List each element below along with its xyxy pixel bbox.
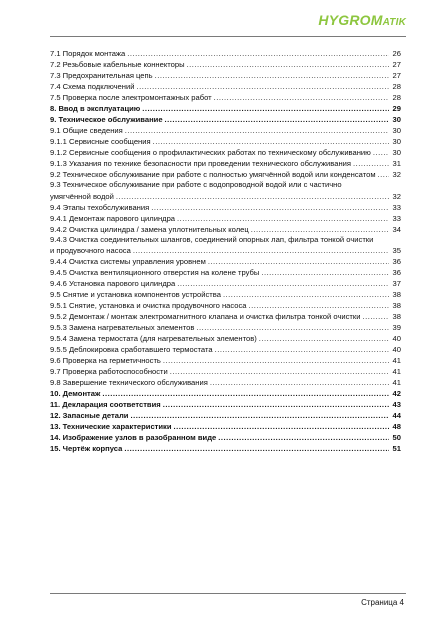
toc-entry-title-line2: умягчённой водой	[50, 191, 114, 201]
toc-entry[interactable]	[50, 333, 401, 344]
dot-leader	[155, 70, 389, 81]
toc-entry-title: 13. Технические характеристики	[50, 422, 172, 431]
toc-entry-title: 10. Демонтаж	[50, 389, 101, 398]
toc-entry-title: 9.1.2 Сервисные сообщения о профилактических работах по техническому обслуживанию	[50, 148, 371, 157]
toc-page-number: 48	[392, 422, 401, 431]
toc-entry[interactable]	[50, 311, 401, 322]
dot-leader	[170, 366, 389, 377]
toc-page-number: 43	[392, 400, 401, 409]
toc-page-number: 50	[392, 433, 401, 442]
header-divider	[50, 36, 406, 37]
toc-entry[interactable]	[50, 443, 401, 454]
toc-page-number: 42	[392, 389, 401, 398]
toc-entry[interactable]	[50, 344, 401, 355]
dot-leader	[223, 289, 389, 300]
toc-entry[interactable]	[50, 377, 401, 388]
toc-page-number: 33	[392, 202, 401, 212]
toc-entry-title: 9.2 Техническое обслуживание при работе с полностью умягчённой водой или конденсатом	[50, 170, 376, 179]
dot-leader	[196, 322, 389, 333]
toc-entry[interactable]	[50, 169, 401, 180]
toc-entry-title: 9.4.4 Очистка системы управления уровнем	[50, 257, 206, 266]
dot-leader	[163, 355, 389, 366]
toc-entry-title: 9.1 Общие сведения	[50, 126, 123, 135]
toc-entry[interactable]	[50, 289, 401, 300]
toc-entry[interactable]	[50, 114, 401, 125]
toc-entry-title: 15. Чертёж корпуса	[50, 444, 123, 453]
toc-page-number: 51	[392, 444, 401, 453]
dot-leader	[177, 278, 389, 289]
toc-page-number: 36	[392, 268, 401, 277]
toc-page-number: 36	[392, 257, 401, 266]
toc-page-number: 38	[392, 312, 401, 321]
toc-entry-title: 9.4.1 Демонтаж парового цилиндра	[50, 213, 176, 223]
toc-entry-title: 9.5.4 Замена термостата (для нагревательных элементов)	[50, 334, 257, 343]
toc-entry[interactable]	[50, 388, 401, 399]
dot-leader	[142, 103, 389, 114]
dot-leader	[163, 399, 389, 410]
dot-leader	[153, 136, 389, 147]
toc-entry[interactable]	[50, 103, 401, 114]
toc-page-number: 31	[392, 159, 401, 168]
dot-leader	[362, 311, 389, 322]
dot-leader	[249, 300, 389, 311]
toc-entry[interactable]	[50, 300, 401, 311]
toc-entry[interactable]	[50, 322, 401, 333]
dot-leader	[208, 256, 389, 267]
dot-leader	[261, 267, 389, 278]
toc-entry-title: 9.6 Проверка на герметичность	[50, 356, 161, 365]
toc-page-number: 27	[392, 71, 401, 80]
dot-leader	[130, 410, 389, 421]
dot-leader	[378, 169, 389, 180]
toc-entry[interactable]	[50, 48, 401, 59]
toc-entry-title: 9.8 Завершение технического обслуживания	[50, 378, 208, 387]
toc-entry-title: 11. Декларация соответствия	[50, 400, 161, 409]
toc-page-number: 30	[392, 137, 401, 146]
toc-entry[interactable]	[50, 213, 401, 224]
dot-leader	[174, 421, 389, 432]
toc-page-number: 38	[392, 301, 401, 310]
toc-page-number: 44	[392, 411, 401, 420]
toc-page-number: 32	[392, 170, 401, 179]
toc-entry-title: 9.4.2 Очистка цилиндра / замена уплотнительных колец	[50, 224, 249, 234]
toc-entry-title: 7.5 Проверка после электромонтажных работ	[50, 93, 212, 102]
toc-entry-title: 9. Техническое обслуживание	[50, 115, 163, 124]
dot-leader	[177, 213, 389, 224]
toc-entry-title: 9.1.3 Указания по технике безопасности при проведении технического обслуживания	[50, 159, 352, 168]
toc-entry[interactable]	[50, 235, 401, 257]
dot-leader	[251, 224, 389, 235]
dot-leader	[373, 147, 389, 158]
toc-entry-title: 12. Запасные детали	[50, 411, 129, 420]
toc-entry[interactable]	[50, 81, 401, 92]
toc-entry-title: 9.7 Проверка работоспособности	[50, 367, 168, 376]
hygromatik-logo: HYGROMATIK	[318, 12, 406, 28]
toc-entry-title: 9.5 Снятие и установка компонентов устройства	[50, 290, 221, 299]
toc-entry[interactable]	[50, 421, 401, 432]
dot-leader	[124, 443, 389, 454]
toc-page-number: 28	[392, 82, 401, 91]
toc-page-number: 26	[392, 49, 401, 58]
toc-entry-title-line2: и продувочного насоса	[50, 246, 131, 255]
toc-entry[interactable]	[50, 59, 401, 70]
toc-entry-title: 14. Изображение узлов в разобранном виде	[50, 433, 217, 442]
toc-entry-title: 9.5.2 Демонтаж / монтаж электромагнитного клапана и очистка фильтра тонкой очистки	[50, 312, 361, 321]
dot-leader	[210, 377, 389, 388]
toc-page-number: 39	[392, 323, 401, 332]
toc-page-number: 40	[392, 345, 401, 354]
toc-page-number: 30	[392, 126, 401, 135]
dot-leader	[127, 48, 389, 59]
dot-leader	[151, 202, 389, 213]
toc-entry-title: 9.1.1 Сервисные сообщения	[50, 137, 151, 146]
toc-entry[interactable]	[50, 267, 401, 278]
toc-page-number: 41	[392, 356, 401, 365]
dot-leader	[353, 158, 389, 169]
toc-page-number: 30	[392, 115, 401, 124]
toc-entry[interactable]	[50, 202, 401, 213]
toc-entry[interactable]	[50, 70, 401, 81]
toc-entry-title: 7.3 Предохранительная цепь	[50, 71, 153, 80]
toc-entry-title: 9.5.3 Замена нагревательных элементов	[50, 323, 195, 332]
page-number: Страница 4	[361, 598, 404, 607]
toc-entry[interactable]	[50, 432, 401, 443]
toc-page-number: 33	[392, 213, 401, 223]
toc-entry[interactable]	[50, 355, 401, 366]
toc-entry[interactable]	[50, 278, 401, 289]
dot-leader	[125, 125, 389, 136]
toc-entry[interactable]	[50, 180, 401, 202]
toc-page-number: 28	[392, 93, 401, 102]
toc-page-number: 40	[392, 334, 401, 343]
toc-entry-title: 7.2 Резьбовые кабельные коннекторы	[50, 60, 185, 69]
toc-page-number: 41	[392, 378, 401, 387]
dot-leader	[165, 114, 389, 125]
toc-page-number: 38	[392, 290, 401, 299]
table-of-contents	[50, 48, 401, 454]
dot-leader	[218, 432, 389, 443]
dot-leader	[215, 344, 389, 355]
toc-entry[interactable]	[50, 136, 401, 147]
toc-entry-title: 9.4.5 Очистка вентиляционного отверстия на колене трубы	[50, 268, 260, 277]
toc-entry-title-line1: 9.3 Техническое обслуживание при работе с водопроводной водой или с частично	[50, 180, 342, 189]
dot-leader	[187, 59, 389, 70]
toc-entry[interactable]	[50, 158, 401, 169]
dot-leader	[136, 81, 389, 92]
toc-entry-title: 9.4.6 Установка парового цилиндра	[50, 279, 176, 288]
toc-page-number: 29	[392, 104, 401, 113]
toc-entry[interactable]	[50, 224, 401, 235]
dot-leader	[259, 333, 389, 344]
toc-page-number: 35	[392, 246, 401, 255]
toc-page-number: 30	[392, 148, 401, 157]
dot-leader	[133, 245, 389, 256]
toc-page-number: 34	[392, 224, 401, 234]
toc-entry[interactable]	[50, 147, 401, 158]
toc-entry[interactable]	[50, 410, 401, 421]
dot-leader	[102, 388, 389, 399]
footer-divider	[50, 593, 406, 594]
toc-entry-title-line1: 9.4.3 Очистка соединительных шлангов, соединений опорных лап, фильтра тонкой очистки	[50, 234, 374, 244]
toc-entry-title: 7.4 Схема подключений	[50, 82, 135, 91]
toc-entry[interactable]	[50, 256, 401, 267]
toc-entry-title: 9.4 Этапы техобслуживания	[50, 202, 150, 212]
toc-entry-title: 9.5.5 Деблокировка сработавшего термостата	[50, 345, 213, 354]
dot-leader	[214, 92, 389, 103]
toc-entry[interactable]	[50, 92, 401, 103]
toc-page-number: 32	[392, 191, 401, 201]
toc-entry[interactable]	[50, 366, 401, 377]
toc-entry-title: 8. Ввод в эксплуатацию	[50, 104, 141, 113]
toc-entry-title: 7.1 Порядок монтажа	[50, 49, 126, 58]
toc-entry[interactable]	[50, 399, 401, 410]
toc-entry[interactable]	[50, 125, 401, 136]
toc-page-number: 37	[392, 279, 401, 288]
toc-page-number: 27	[392, 60, 401, 69]
toc-entry-title: 9.5.1 Снятие, установка и очистка продувочного насоса	[50, 301, 247, 310]
toc-page-number: 41	[392, 367, 401, 376]
dot-leader	[116, 191, 389, 202]
